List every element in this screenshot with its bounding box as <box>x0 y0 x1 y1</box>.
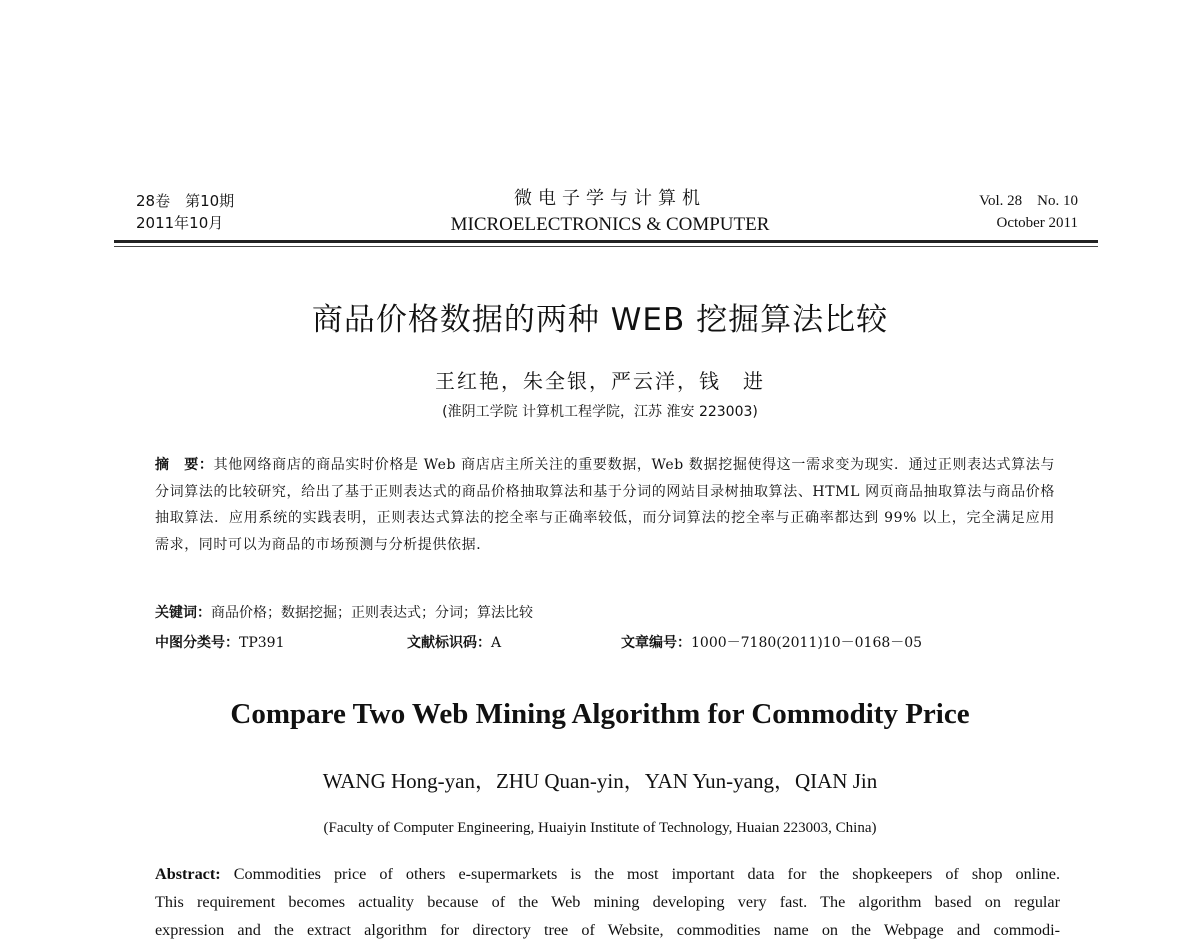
header-rule-thick <box>114 240 1098 243</box>
journal-name <box>350 186 870 238</box>
date-cn: 2011年10月 <box>136 214 224 232</box>
abstract-en-line-3: expression and the extract algorithm for directory tree of Website, commodities name on the Webpage and commodi- <box>155 921 1060 939</box>
issue-info-en <box>979 190 1078 234</box>
volume-issue-cn: 28卷 第10期 <box>136 192 235 210</box>
keywords-text-cn: 商品价格；数据挖掘；正则表达式；分词；算法比较 <box>211 605 533 621</box>
affiliation-en: (Faculty of Computer Engineering, Huaiyin Institute of Technology, Huaian 223003, China) <box>323 820 877 836</box>
keywords-cn <box>155 601 1055 625</box>
authors-cn: 王红艳，朱全银，严云洋，钱 进 <box>435 369 765 393</box>
issue-info <box>136 190 234 234</box>
abstract-label-cn: 摘 要： <box>155 457 214 473</box>
paper-title-en: Compare Two Web Mining Algorithm for Commodity Price <box>230 698 970 730</box>
journal-name-en: MICROELECTRONICS & COMPUTER <box>450 214 770 235</box>
clc-value: TP391 <box>239 635 285 651</box>
article-number <box>621 631 922 655</box>
abstract-en-text-1: Commodities price of others e-supermarkets is the most important data for the shopkeepers of shop online. <box>233 865 1060 883</box>
paper-title-cn: 商品价格数据的两种 WEB 挖掘算法比较 <box>311 302 889 338</box>
doc-code-value: A <box>491 635 502 651</box>
doc-code <box>407 631 501 655</box>
article-number-label: 文章编号： <box>621 635 691 651</box>
abstract-label-en: Abstract: <box>155 865 221 883</box>
doc-code-label: 文献标识码： <box>407 635 491 651</box>
volume-issue-en: Vol. 28 No. 10 <box>979 193 1078 209</box>
journal-name-cn: 微电子学与计算机 <box>514 188 706 209</box>
abstract-cn <box>155 452 1055 558</box>
authors-en: WANG Hong-yan，ZHU Quan-yin，YAN Yun-yang，QIAN Jin <box>322 769 878 793</box>
abstract-text-cn: 其他网络商店的商品实时价格是 Web 商店店主所关注的重要数据，Web 数据挖掘使得这一需求变为现实．通过正则表达式算法与分词算法的比较研究，给出了基于正则表达式的商品价格抽取算法和基于分词的网站目录树抽取算法、HTML 网页商品抽取算法与商品价格抽取算法．应用系统的实践表明，正则表达式算法的挖全率与正确率较低，而分词算法的挖全率与正确率都达到 99% 以上，完全满足应用需求，同时可以为商品的市场预测与分析提供依据． <box>155 457 1056 553</box>
keywords-label-cn: 关键词： <box>155 605 211 621</box>
affiliation-cn: (淮阴工学院 计算机工程学院，江苏 淮安 223003) <box>442 404 758 420</box>
classification-row <box>155 631 1055 655</box>
clc-number <box>155 635 284 651</box>
abstract-en <box>155 860 1060 944</box>
date-en: October 2011 <box>996 215 1078 231</box>
abstract-en-line-1 <box>155 860 1060 888</box>
article-number-value: 1000－7180(2011)10－0168－05 <box>691 635 923 651</box>
header-rule-thin <box>114 246 1098 247</box>
abstract-en-line-2: This requirement becomes actuality because of the Web mining developing very fast. The algorithm based on regular <box>155 893 1060 911</box>
clc-label: 中图分类号： <box>155 635 239 651</box>
